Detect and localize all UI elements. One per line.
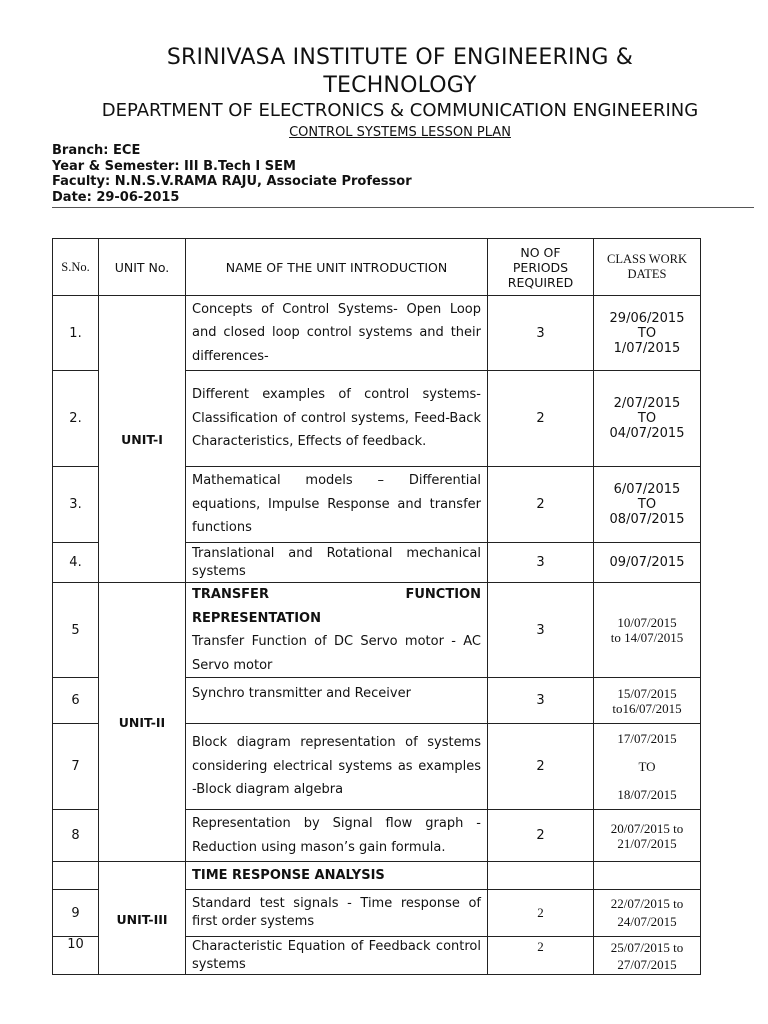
header-divider [52, 207, 754, 208]
table-header-row [53, 239, 701, 296]
row-topic-text: Transfer Function of DC Servo motor - AC Servo motor [192, 634, 481, 673]
row-dates [594, 583, 701, 678]
unit-label: UNIT-III [99, 862, 186, 975]
date-part: 25/07/2015 to [610, 939, 684, 955]
row-sno: 3. [53, 467, 99, 543]
date-part: 21/07/2015 [617, 835, 677, 851]
table-row [53, 862, 701, 890]
date-part: 09/07/2015 [609, 555, 685, 570]
branch-line: Branch: ECE [52, 143, 141, 158]
date-part: 29/06/2015 [609, 310, 685, 326]
row-topic: Translational and Rotational mechanical systems [186, 543, 488, 583]
row-topic: Synchro transmitter and Receiver [186, 678, 488, 724]
date-part: 04/07/2015 [609, 426, 685, 441]
date-part: 15/07/2015 [617, 685, 677, 701]
table-row [53, 583, 701, 678]
row-dates [594, 296, 701, 371]
unit-label: UNIT-II [99, 583, 186, 862]
date-part: 1/07/2015 [613, 340, 681, 356]
row-periods [488, 862, 594, 890]
row-periods: 2 [488, 937, 594, 975]
date-part: 20/07/2015 to [610, 820, 684, 836]
row-topic: Standard test signals - Time response of first order systems [186, 890, 488, 937]
row-dates [594, 467, 701, 543]
header-periods: NO OF PERIODS REQUIRED [488, 239, 594, 296]
date-part: 17/07/2015 [617, 730, 677, 746]
row-sno: 6 [53, 678, 99, 724]
row-topic: Characteristic Equation of Feedback control systems [186, 937, 488, 975]
date-part: 18/07/2015 [617, 786, 677, 802]
row-sno: 7 [53, 724, 99, 810]
date-part: to 14/07/2015 [610, 630, 684, 645]
header-sno: S.No. [53, 239, 99, 296]
row-periods: 2 [488, 371, 594, 467]
row-topic: Block diagram representation of systems considering electrical systems as examples -Block diagram algebra [186, 724, 488, 810]
row-dates [594, 937, 701, 975]
row-periods: 2 [488, 467, 594, 543]
row-sno: 8 [53, 810, 99, 862]
date-part: TO [637, 325, 657, 341]
unit-label: UNIT-I [99, 296, 186, 583]
row-dates [594, 724, 701, 810]
lesson-plan-table [52, 238, 701, 975]
header-unit: UNIT No. [99, 239, 186, 296]
date-part: TO [637, 497, 657, 512]
row-periods: 3 [488, 583, 594, 678]
year-semester-line: Year & Semester: III B.Tech I SEM [52, 158, 296, 174]
document-meta [52, 143, 412, 205]
row-dates [594, 371, 701, 467]
row-sno: 9 [53, 890, 99, 937]
header-unit-name: NAME OF THE UNIT INTRODUCTION [186, 239, 488, 296]
row-dates [594, 678, 701, 724]
lesson-plan-title-text: CONTROL SYSTEMS LESSON PLAN [289, 125, 511, 140]
row-periods: 2 [488, 724, 594, 810]
row-sno: 10 [53, 937, 99, 975]
row-topic: Concepts of Control Systems- Open Loop and closed loop control systems and their differences- [186, 296, 488, 371]
department-name: DEPARTMENT OF ELECTRONICS & COMMUNICATION ENGINEERING [101, 100, 699, 121]
row-dates [594, 890, 701, 937]
row-topic [186, 583, 488, 678]
institute-name [0, 44, 768, 100]
date-part: TO [638, 758, 656, 774]
row-topic: Mathematical models – Differential equations, Impulse Response and transfer functions [186, 467, 488, 543]
row-periods: 3 [488, 678, 594, 724]
date-part: 22/07/2015 to [610, 896, 684, 911]
section-heading: TIME RESPONSE ANALYSIS [192, 867, 385, 883]
row-dates [594, 862, 701, 890]
row-sno [53, 862, 99, 890]
lesson-plan-title [0, 125, 768, 141]
date-part: 2/07/2015 [613, 396, 681, 411]
date-part: 6/07/2015 [613, 482, 681, 497]
row-dates [594, 543, 701, 583]
row-sno: 2. [53, 371, 99, 467]
row-topic: Representation by Signal flow graph - Reduction using mason’s gain formula. [186, 810, 488, 862]
row-topic [186, 862, 488, 890]
row-sno: 4. [53, 543, 99, 583]
date-part: TO [637, 411, 657, 426]
date-line: Date: 29-06-2015 [52, 189, 180, 205]
date-part: 10/07/2015 [617, 615, 677, 630]
header-dates: CLASS WORK DATES [594, 239, 701, 296]
institute-name-line2: TECHNOLOGY [323, 73, 477, 98]
date-part: to16/07/2015 [612, 700, 682, 716]
date-part: 24/07/2015 [617, 914, 677, 929]
date-part: 27/07/2015 [617, 956, 677, 972]
date-part: 08/07/2015 [609, 512, 685, 527]
row-periods: 3 [488, 296, 594, 371]
institute-name-line1: SRINIVASA INSTITUTE OF ENGINEERING & [166, 45, 634, 70]
table-row [53, 296, 701, 371]
section-heading: TRANSFER FUNCTION REPRESENTATION [192, 587, 481, 626]
row-dates [594, 810, 701, 862]
faculty-line: Faculty: N.N.S.V.RAMA RAJU, Associate Professor [52, 174, 412, 189]
row-periods: 2 [488, 890, 594, 937]
row-sno: 5 [53, 583, 99, 678]
row-periods: 2 [488, 810, 594, 862]
row-sno: 1. [53, 296, 99, 371]
row-periods: 3 [488, 543, 594, 583]
row-topic: Different examples of control systems- Classification of control systems, Feed-Back Characteristics, Effects of feedback. [186, 371, 488, 467]
